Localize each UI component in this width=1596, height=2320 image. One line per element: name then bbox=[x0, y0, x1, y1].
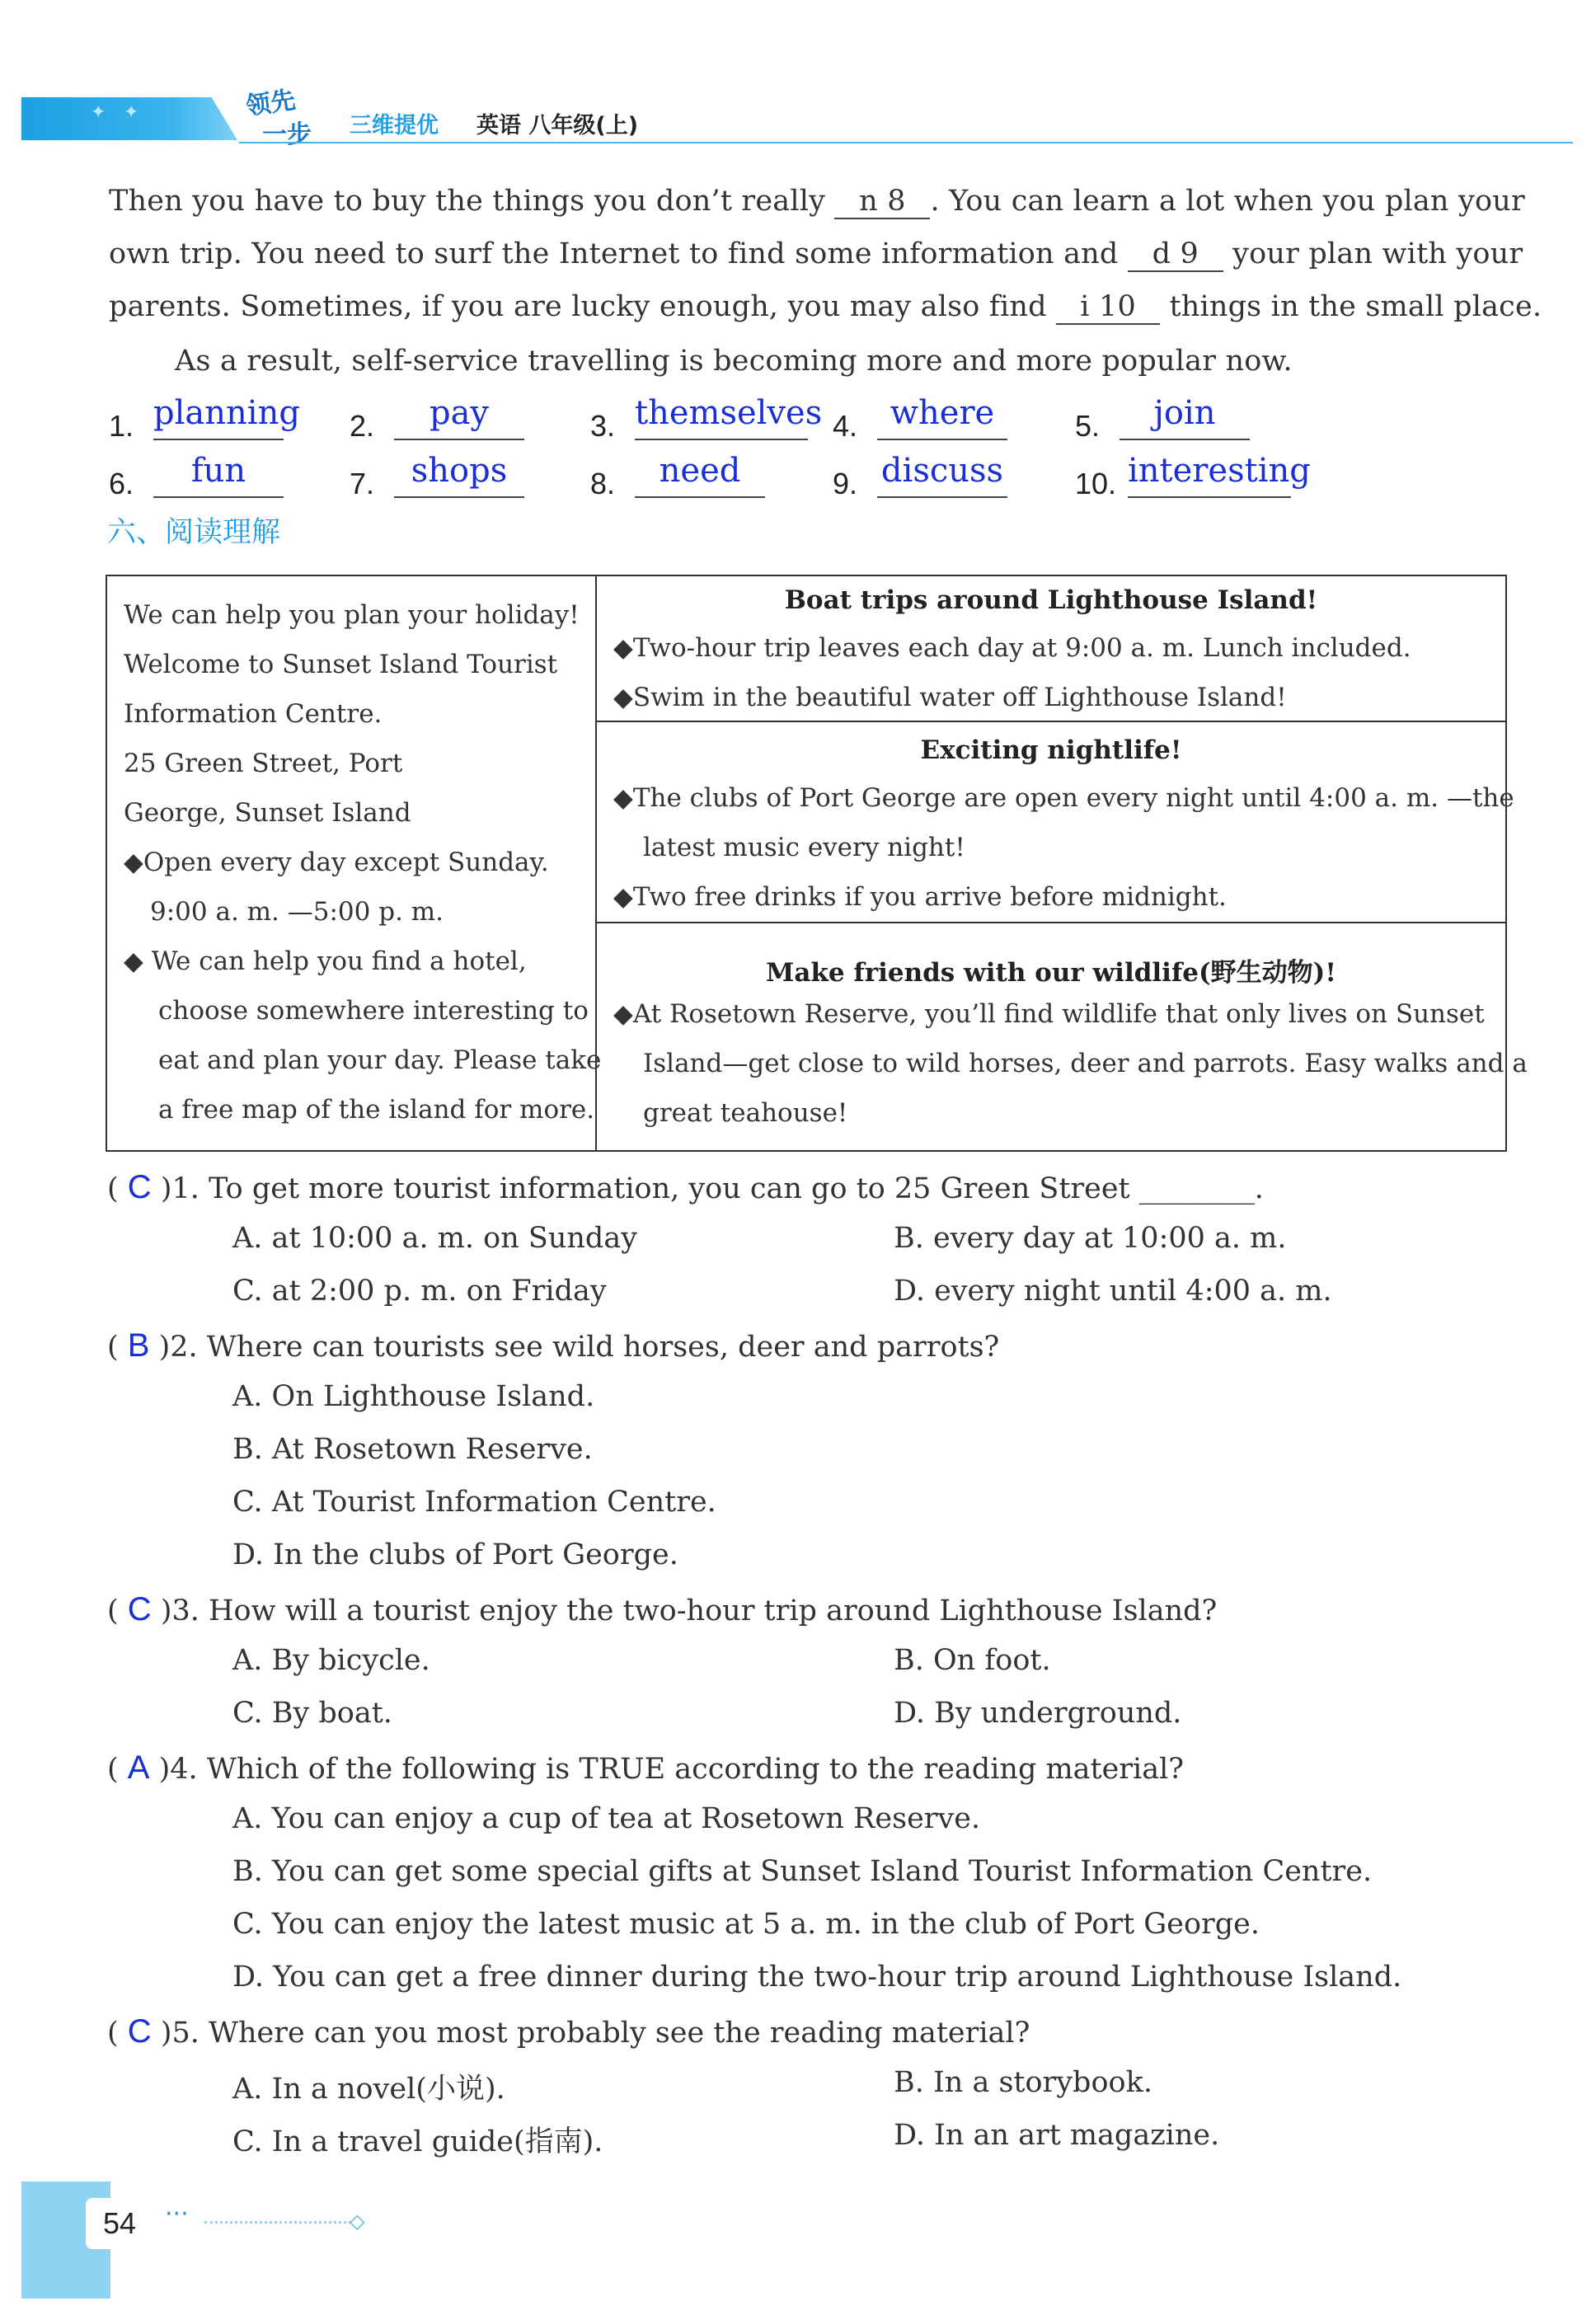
question-5: ( C )5. Where can you most probably see the reading material? bbox=[107, 2013, 1030, 2050]
wildlife-title: Make friends with our wildlife(野生动物)! bbox=[766, 958, 1336, 988]
option-d: D. In an art magazine. bbox=[894, 2119, 1220, 2152]
passage-line-4: As a result, self-service travelling is becoming more and more popular now. bbox=[175, 345, 1293, 378]
option-d: D. By underground. bbox=[894, 1697, 1182, 1730]
answer-letter: B bbox=[127, 1327, 150, 1364]
footer-dotted-line bbox=[204, 2221, 351, 2224]
reading-box-divider bbox=[595, 721, 1507, 722]
passage-blank-8: n 8 bbox=[834, 186, 930, 219]
logo-top-text: 领先 bbox=[244, 85, 298, 121]
option-a: A. By bicycle. bbox=[232, 1644, 430, 1677]
passage-line-1: Then you have to buy the things you don’t really n 8 . You can learn a lot when you plan your bbox=[109, 185, 1525, 218]
nightlife-line: ◆Two free drinks if you arrive before midnight. bbox=[613, 882, 1227, 912]
info-line: a free map of the island for more. bbox=[158, 1095, 595, 1125]
answer-number: 4. bbox=[833, 409, 858, 443]
answer-value: pay bbox=[394, 392, 524, 440]
info-line: 25 Green Street, Port bbox=[124, 749, 403, 778]
question-1: ( C )1. To get more tourist information, you can go to 25 Green Street ________. bbox=[107, 1169, 1264, 1205]
option-a: A. at 10:00 a. m. on Sunday bbox=[232, 1222, 637, 1255]
option-d: D. every night until 4:00 a. m. bbox=[894, 1275, 1332, 1308]
answer-number: 2. bbox=[350, 409, 375, 443]
boat-trips-line: ◆Two-hour trip leaves each day at 9:00 a. m. Lunch included. bbox=[613, 633, 1411, 663]
option-c: C. At Tourist Information Centre. bbox=[232, 1486, 716, 1519]
answer-letter: C bbox=[127, 2013, 152, 2050]
option-d: D. In the clubs of Port George. bbox=[232, 1538, 678, 1571]
option-d: D. You can get a free dinner during the two-hour trip around Lighthouse Island. bbox=[232, 1961, 1402, 1994]
star-icon: ✦ bbox=[91, 102, 106, 123]
answer-value: shops bbox=[394, 450, 524, 498]
diamond-icon: ◇ bbox=[350, 2210, 365, 2233]
info-line: ◆ We can help you find a hotel, bbox=[124, 946, 527, 976]
logo-bottom-text: 一步 bbox=[262, 120, 312, 149]
series-title: 三维提优 bbox=[350, 113, 439, 139]
answer-number: 1. bbox=[109, 409, 134, 443]
answer-value: discuss bbox=[877, 450, 1007, 498]
option-a: A. On Lighthouse Island. bbox=[232, 1380, 595, 1413]
passage-line-2: own trip. You need to surf the Internet to find some information and d 9 your plan with your bbox=[109, 237, 1523, 270]
answer-value: themselves bbox=[635, 392, 808, 440]
answer-number: 7. bbox=[350, 467, 375, 500]
wildlife-line: great teahouse! bbox=[643, 1098, 848, 1128]
header-rule bbox=[239, 142, 1573, 143]
option-b: B. every day at 10:00 a. m. bbox=[894, 1222, 1287, 1255]
info-line: Information Centre. bbox=[124, 699, 383, 729]
answer-letter: C bbox=[127, 1591, 152, 1627]
reading-box-divider bbox=[595, 922, 1507, 923]
question-3: ( C )3. How will a tourist enjoy the two-hour trip around Lighthouse Island? bbox=[107, 1591, 1218, 1627]
option-c: C. You can enjoy the latest music at 5 a. m. in the club of Port George. bbox=[232, 1908, 1260, 1941]
question-2: ( B )2. Where can tourists see wild horses, deer and parrots? bbox=[107, 1327, 1000, 1364]
footer-dots: ··· bbox=[165, 2200, 189, 2228]
option-b: B. On foot. bbox=[894, 1644, 1051, 1677]
option-b: B. At Rosetown Reserve. bbox=[232, 1433, 593, 1466]
option-b: B. You can get some special gifts at Sunset Island Tourist Information Centre. bbox=[232, 1855, 1373, 1888]
answer-number: 8. bbox=[590, 467, 616, 500]
info-line: We can help you plan your holiday! bbox=[124, 600, 580, 630]
nightlife-title: Exciting nightlife! bbox=[920, 735, 1182, 765]
option-c: C. In a travel guide(指南). bbox=[232, 2125, 603, 2158]
boat-trips-title: Boat trips around Lighthouse Island! bbox=[784, 585, 1318, 615]
option-a: A. You can enjoy a cup of tea at Rosetown Reserve. bbox=[232, 1802, 981, 1835]
answer-number: 9. bbox=[833, 467, 858, 500]
question-4: ( A )4. Which of the following is TRUE according to the reading material? bbox=[107, 1749, 1185, 1786]
answer-number: 3. bbox=[590, 409, 616, 443]
answer-letter: C bbox=[127, 1169, 152, 1205]
passage-line-3: parents. Sometimes, if you are lucky enough, you may also find i 10 things in the small place. bbox=[109, 290, 1542, 323]
answer-number: 5. bbox=[1075, 409, 1101, 443]
nightlife-line: latest music every night! bbox=[643, 833, 965, 862]
passage-blank-10: i 10 bbox=[1056, 291, 1160, 325]
info-line: choose somewhere interesting to bbox=[158, 996, 589, 1026]
answer-value: interesting bbox=[1128, 450, 1291, 498]
info-line: ◆Open every day except Sunday. bbox=[124, 848, 549, 877]
page-number: 54 bbox=[86, 2198, 153, 2249]
answer-value: planning bbox=[153, 392, 284, 440]
boat-trips-line: ◆Swim in the beautiful water off Lighthouse Island! bbox=[613, 683, 1287, 712]
nightlife-line: ◆The clubs of Port George are open every night until 4:00 a. m. —the bbox=[613, 783, 1514, 813]
answer-value: fun bbox=[153, 450, 284, 498]
answer-value: join bbox=[1120, 392, 1250, 440]
option-c: C. By boat. bbox=[232, 1697, 392, 1730]
info-line: 9:00 a. m. —5:00 p. m. bbox=[150, 897, 444, 927]
answer-number: 10. bbox=[1075, 467, 1117, 500]
answer-number: 6. bbox=[109, 467, 134, 500]
info-line: Welcome to Sunset Island Tourist bbox=[124, 650, 558, 679]
wildlife-line: Island—get close to wild horses, deer and parrots. Easy walks and a bbox=[643, 1049, 1528, 1078]
info-line: eat and plan your day. Please take bbox=[158, 1045, 602, 1075]
wildlife-line: ◆At Rosetown Reserve, you’ll find wildlife that only lives on Sunset bbox=[613, 999, 1485, 1029]
option-a: A. In a novel(小说). bbox=[232, 2073, 505, 2106]
star-icon: ✦ bbox=[124, 102, 139, 123]
info-line: George, Sunset Island bbox=[124, 798, 411, 828]
option-b: B. In a storybook. bbox=[894, 2066, 1152, 2099]
subject-title: 英语 八年级(上) bbox=[476, 113, 639, 139]
section-title: 六、阅读理解 bbox=[107, 516, 281, 549]
answer-value: need bbox=[635, 450, 765, 498]
answer-letter: A bbox=[127, 1749, 150, 1786]
passage-blank-9: d 9 bbox=[1128, 238, 1223, 272]
answer-value: where bbox=[877, 392, 1007, 440]
option-c: C. at 2:00 p. m. on Friday bbox=[232, 1275, 607, 1308]
